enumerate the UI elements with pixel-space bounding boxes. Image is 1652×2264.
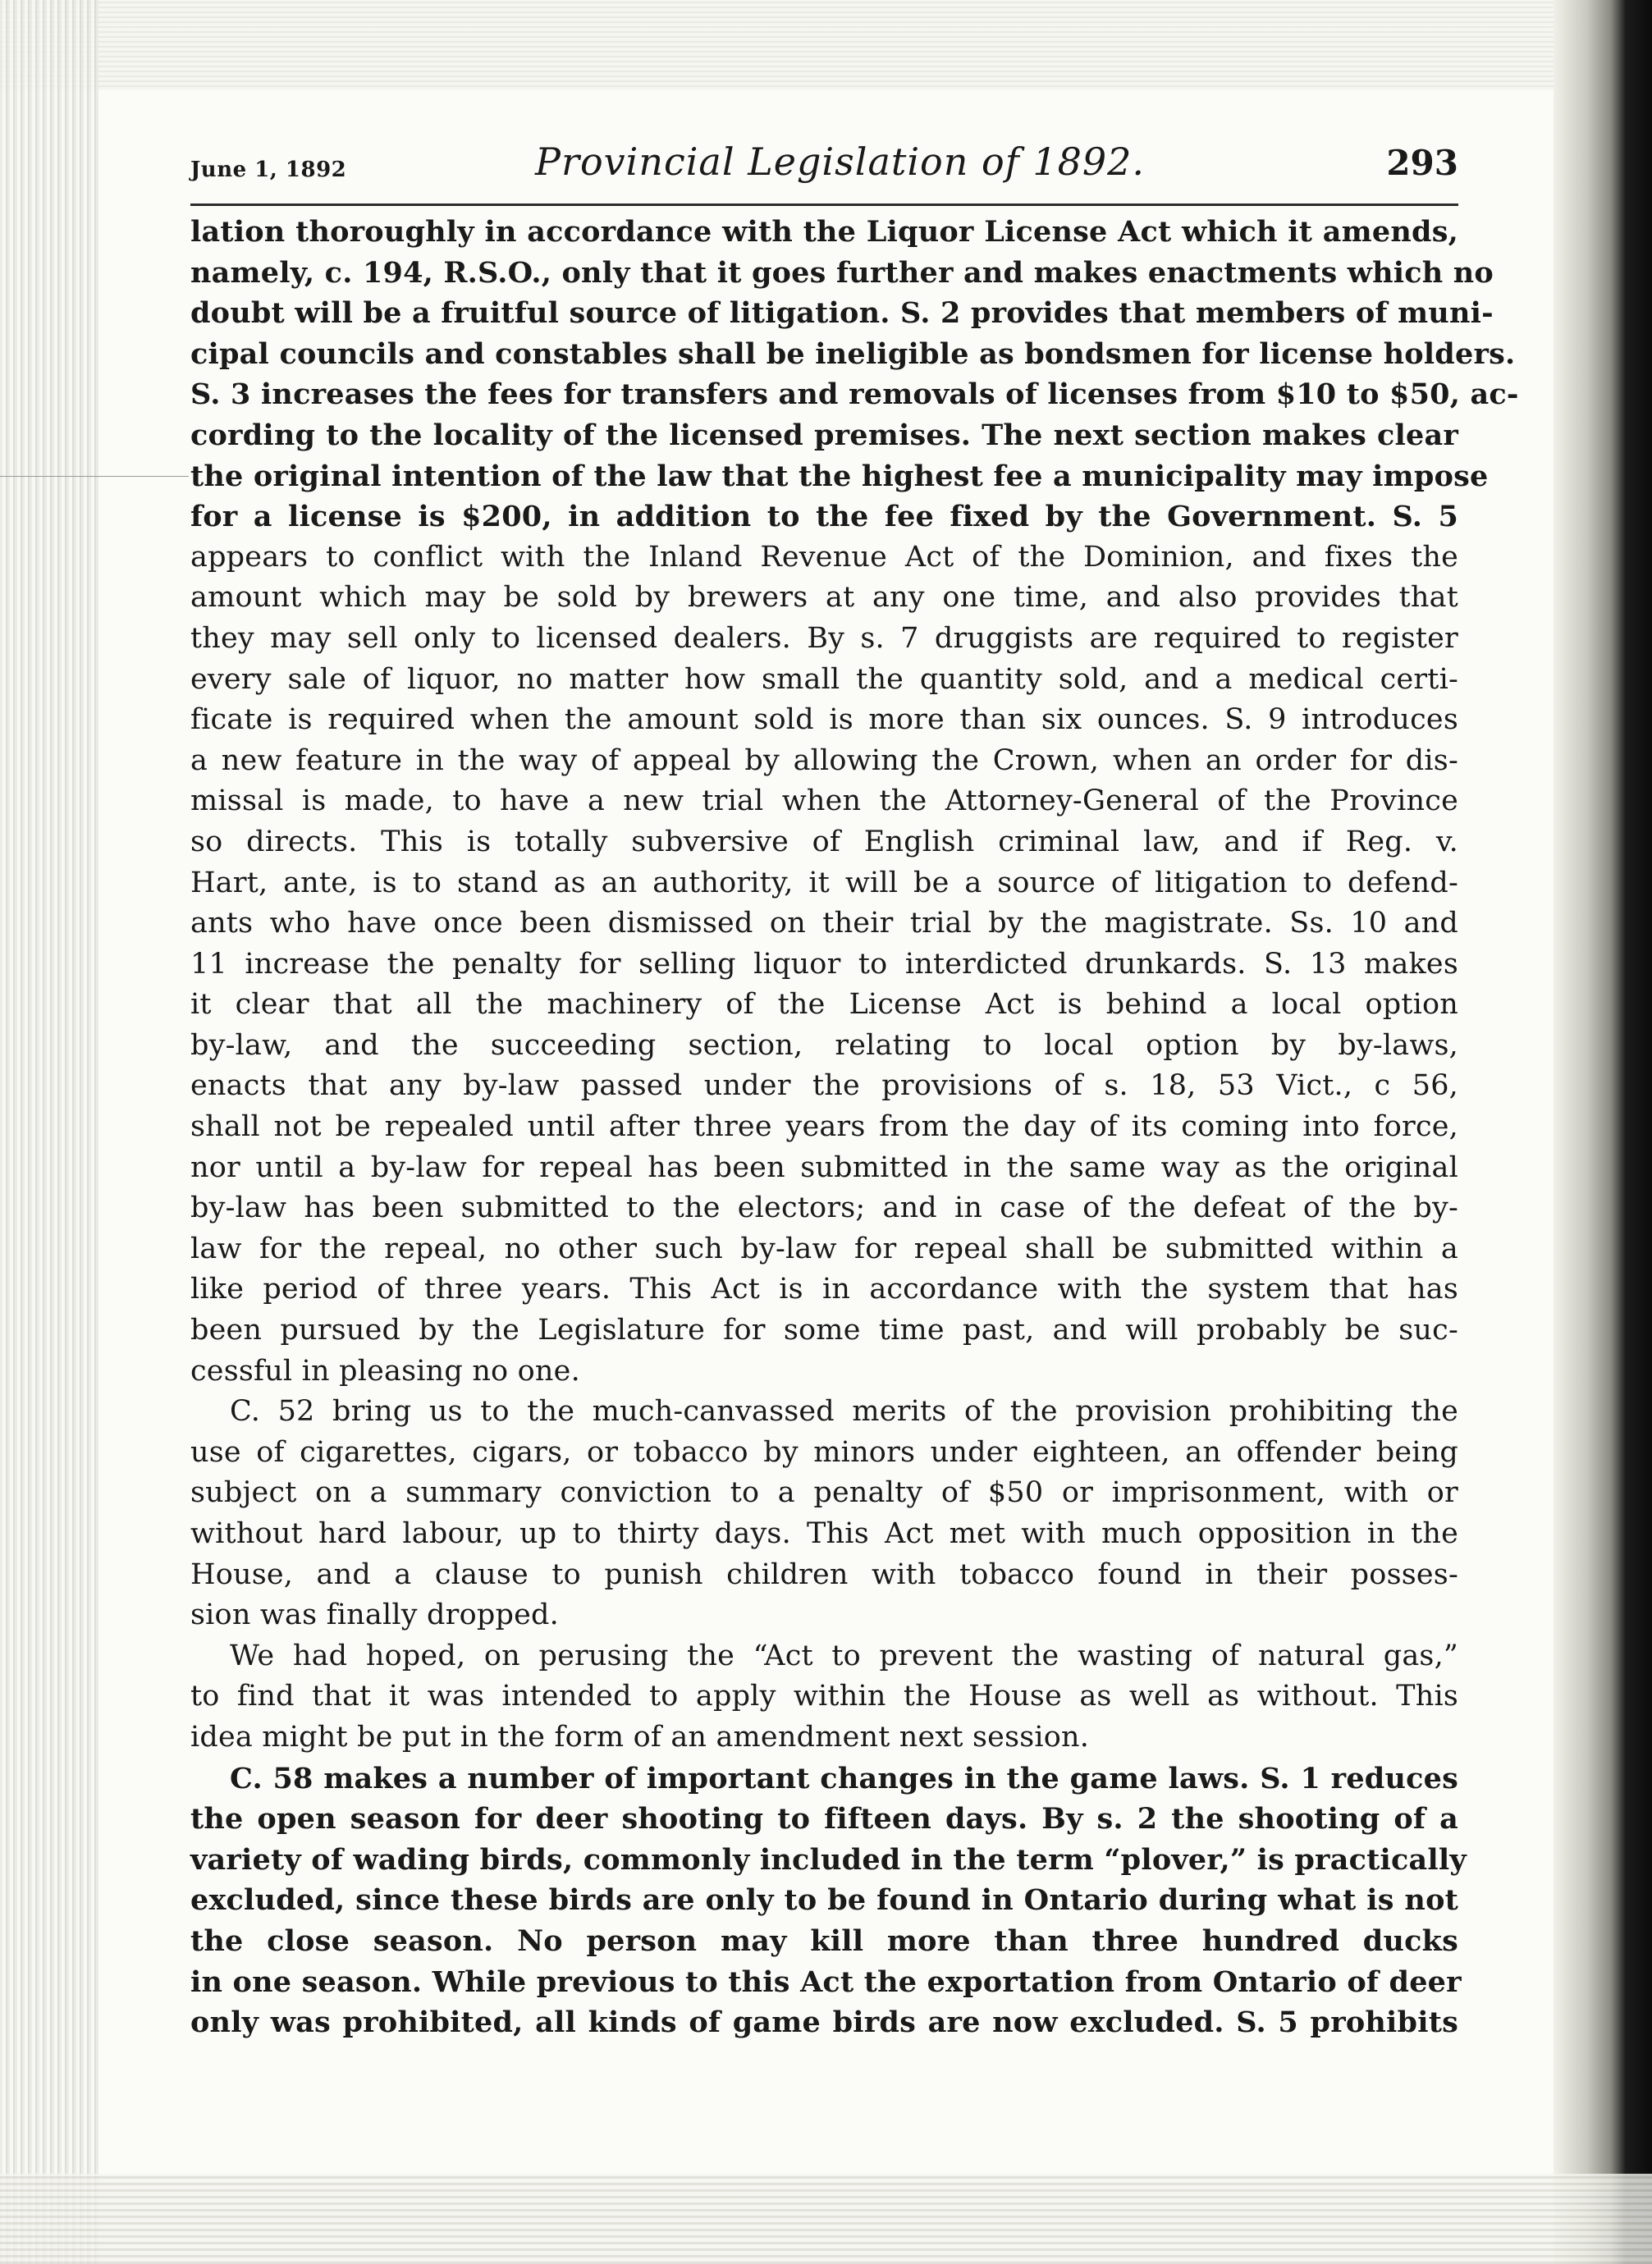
text-line: ficate is required when the amount sold is more than six ounces. S. 9 introduces (190, 703, 1458, 737)
text-line: C. 58 makes a number of important changes in the game laws. S. 1 reduces (230, 1761, 1458, 1795)
text-line: law for the repeal, no other such by-law for repeal shall be submitted within a (190, 1232, 1458, 1265)
text-line: Hart, ante, is to stand as an authority, it will be a source of litigation to defend- (190, 866, 1458, 899)
text-line: cessful in pleasing no one. (190, 1354, 580, 1388)
text-line: every sale of liquor, no matter how small the quantity sold, and a medical certi- (190, 662, 1458, 696)
text-line: idea might be put in the form of an amendment next session. (190, 1720, 1090, 1754)
text-line: a new feature in the way of appeal by allowing the Crown, when an order for dis- (190, 743, 1458, 777)
text-line: use of cigarettes, cigars, or tobacco by minors under eighteen, an offender being (190, 1435, 1458, 1469)
page-number: 293 (1386, 143, 1458, 183)
text-line: the close season. No person may kill more than three hundred ducks (190, 1923, 1458, 1958)
text-line: been pursued by the Legislature for some time past, and will probably be suc- (190, 1314, 1458, 1347)
text-line: to find that it was intended to apply within the House as well as without. This (190, 1680, 1458, 1713)
text-line: excluded, since these birds are only to be found in Ontario during what is not (190, 1883, 1458, 1918)
text-line: cipal councils and constables shall be ineligible as bondsmen for license holders. (190, 336, 1516, 371)
text-line: by-law has been submitted to the electors; and in case of the defeat of the by- (190, 1191, 1458, 1225)
header-title: Provincial Legislation of 1892. (535, 139, 1146, 184)
text-line: 11 increase the penalty for selling liquor to interdicted drunkards. S. 13 makes (190, 947, 1458, 981)
text-line: without hard labour, up to thirty days. This Act met with much opposition in the (190, 1517, 1458, 1550)
running-header (190, 139, 1458, 189)
text-line: it clear that all the machinery of the License Act is behind a local option (190, 988, 1458, 1022)
text-line: so directs. This is totally subversive of English criminal law, and if Reg. v. (190, 825, 1458, 858)
text-line: missal is made, to have a new trial when the Attorney-General of the Province (190, 784, 1458, 818)
header-date: June 1, 1892 (190, 158, 347, 182)
text-line: appears to conflict with the Inland Revenue Act of the Dominion, and fixes the (190, 540, 1458, 574)
text-line: cording to the locality of the licensed premises. The next section makes clear (190, 418, 1458, 452)
text-line: only was prohibited, all kinds of game birds are now excluded. S. 5 prohibits (190, 2006, 1458, 2040)
text-line: for a license is $200, in addition to the fee fixed by the Government. S. 5 (190, 500, 1458, 534)
text-line: enacts that any by-law passed under the provisions of s. 18, 53 Vict., c 56, (190, 1069, 1458, 1103)
text-line: the original intention of the law that the highest fee a municipality may impose (190, 459, 1489, 493)
header-rule (190, 204, 1458, 206)
text-line: We had hoped, on perusing the “Act to prevent the wasting of natural gas,” (230, 1639, 1458, 1672)
body-text (190, 212, 1519, 2043)
text-line: ants who have once been dismissed on their trial by the magistrate. Ss. 10 and (190, 907, 1458, 940)
text-line: doubt will be a fruitful source of litigation. S. 2 provides that members of muni- (190, 296, 1494, 331)
text-line: namely, c. 194, R.S.O., only that it goes further and makes enactments which no (190, 255, 1494, 290)
text-line: shall not be repealed until after three years from the day of its coming into force, (190, 1110, 1458, 1144)
text-line: S. 3 increases the fees for transfers and removals of licenses from $10 to $50, ac- (190, 377, 1519, 412)
text-line: variety of wading birds, commonly included in the term “plover,” is practically (190, 1842, 1467, 1877)
text-line: C. 52 bring us to the much-canvassed merits of the provision prohibiting the (230, 1395, 1458, 1429)
text-line: in one season. While previous to this Act the exportation from Ontario of deer (190, 1964, 1462, 1999)
text-line: the open season for deer shooting to fifteen days. By s. 2 the shooting of a (190, 1802, 1458, 1836)
scan-edge-right (1554, 0, 1652, 2264)
text-line: House, and a clause to punish children with tobacco found in their posses- (190, 1557, 1458, 1591)
text-line: they may sell only to licensed dealers. By s. 7 druggists are required to register (190, 621, 1458, 655)
scan-edge-bottom (0, 2174, 1652, 2264)
scan-edge-left (0, 0, 98, 2264)
text-line: sion was finally dropped. (190, 1599, 559, 1632)
scan-edge-top (0, 0, 1652, 90)
text-line: by-law, and the succeeding section, relating to local option by by-laws, (190, 1028, 1458, 1062)
text-line: like period of three years. This Act is in accordance with the system that has (190, 1273, 1458, 1306)
text-line: amount which may be sold by brewers at any one time, and also provides that (190, 581, 1458, 615)
text-line: nor until a by-law for repeal has been submitted in the same way as the original (190, 1150, 1458, 1184)
text-line: subject on a summary conviction to a penalty of $50 or imprisonment, with or (190, 1476, 1458, 1510)
text-line: lation thoroughly in accordance with the Liquor License Act which it amends, (190, 215, 1458, 249)
scan-artifact-line (0, 476, 189, 477)
